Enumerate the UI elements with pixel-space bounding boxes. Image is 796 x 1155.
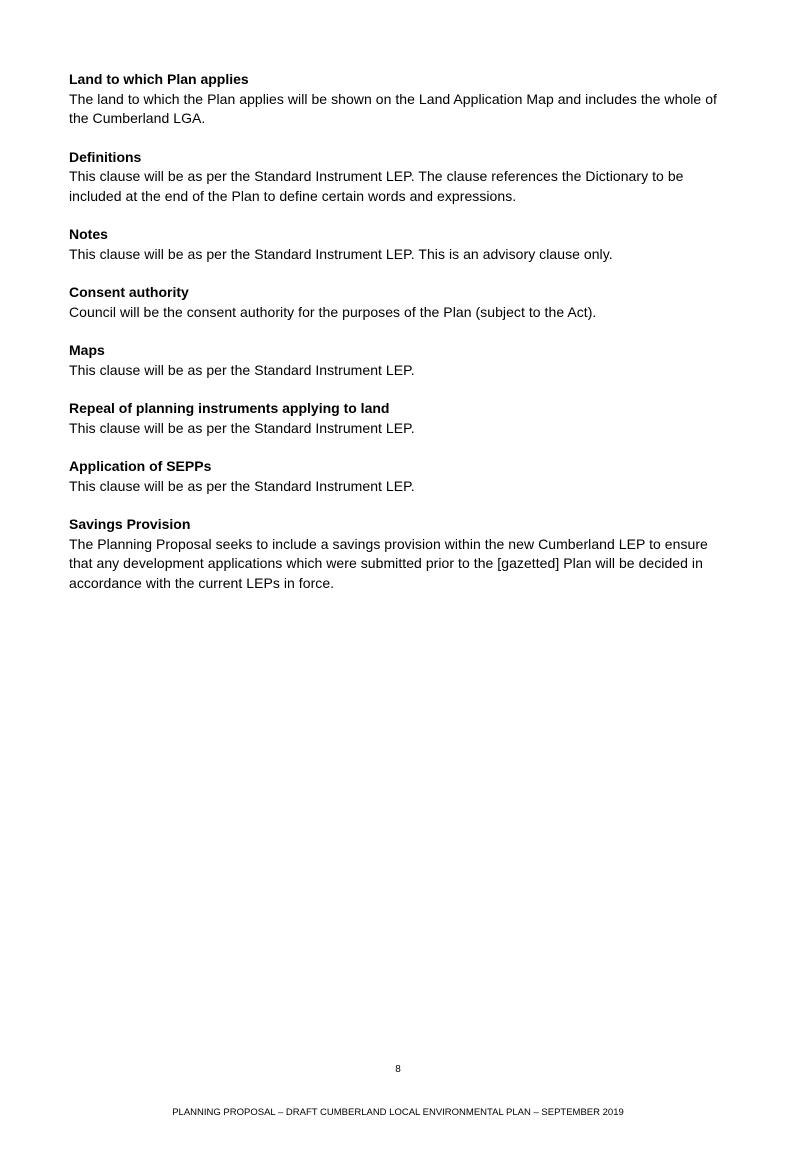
section-repeal-of-planning-instruments (69, 399, 729, 438)
section-body: This clause will be as per the Standard Instrument LEP. The clause references the Dictionary to be included at the end of the Plan to define certain words and expressions. (69, 168, 684, 204)
section-heading: Notes (69, 226, 108, 242)
section-body: This clause will be as per the Standard Instrument LEP. (69, 361, 415, 378)
section-body: The Planning Proposal seeks to include a savings provision within the new Cumberland LEP to ensure that any development applications which were submitted prior to the [gazetted] Plan will be decided in accordance with the current LEPs in force. (69, 535, 708, 591)
section-body: This clause will be as per the Standard Instrument LEP. This is an advisory clause only. (69, 245, 613, 262)
section-maps (69, 341, 729, 380)
section-consent-authority (69, 283, 729, 322)
section-notes (69, 225, 729, 264)
section-body: Council will be the consent authority for the purposes of the Plan (subject to the Act). (69, 303, 597, 320)
section-heading: Application of SEPPs (69, 458, 212, 474)
section-land-to-which-plan-applies (69, 70, 729, 129)
section-body: The land to which the Plan applies will be shown on the Land Application Map and includes the whole of the Cumberland LGA. (69, 90, 717, 126)
page-number: 8 (395, 1064, 401, 1075)
document-body (69, 70, 729, 612)
section-savings-provision (69, 515, 729, 593)
section-heading: Savings Provision (69, 516, 191, 532)
section-body: This clause will be as per the Standard Instrument LEP. (69, 477, 415, 494)
section-heading: Land to which Plan applies (69, 71, 249, 87)
section-heading: Repeal of planning instruments applying to land (69, 400, 390, 416)
section-heading: Consent authority (69, 284, 189, 300)
section-definitions (69, 148, 729, 207)
section-body: This clause will be as per the Standard Instrument LEP. (69, 419, 415, 436)
section-heading: Definitions (69, 148, 142, 165)
section-application-of-sepps (69, 457, 729, 496)
footer-title: PLANNING PROPOSAL – DRAFT CUMBERLAND LOCAL ENVIRONMENTAL PLAN – SEPTEMBER 2019 (172, 1107, 624, 1118)
section-heading: Maps (69, 342, 105, 358)
